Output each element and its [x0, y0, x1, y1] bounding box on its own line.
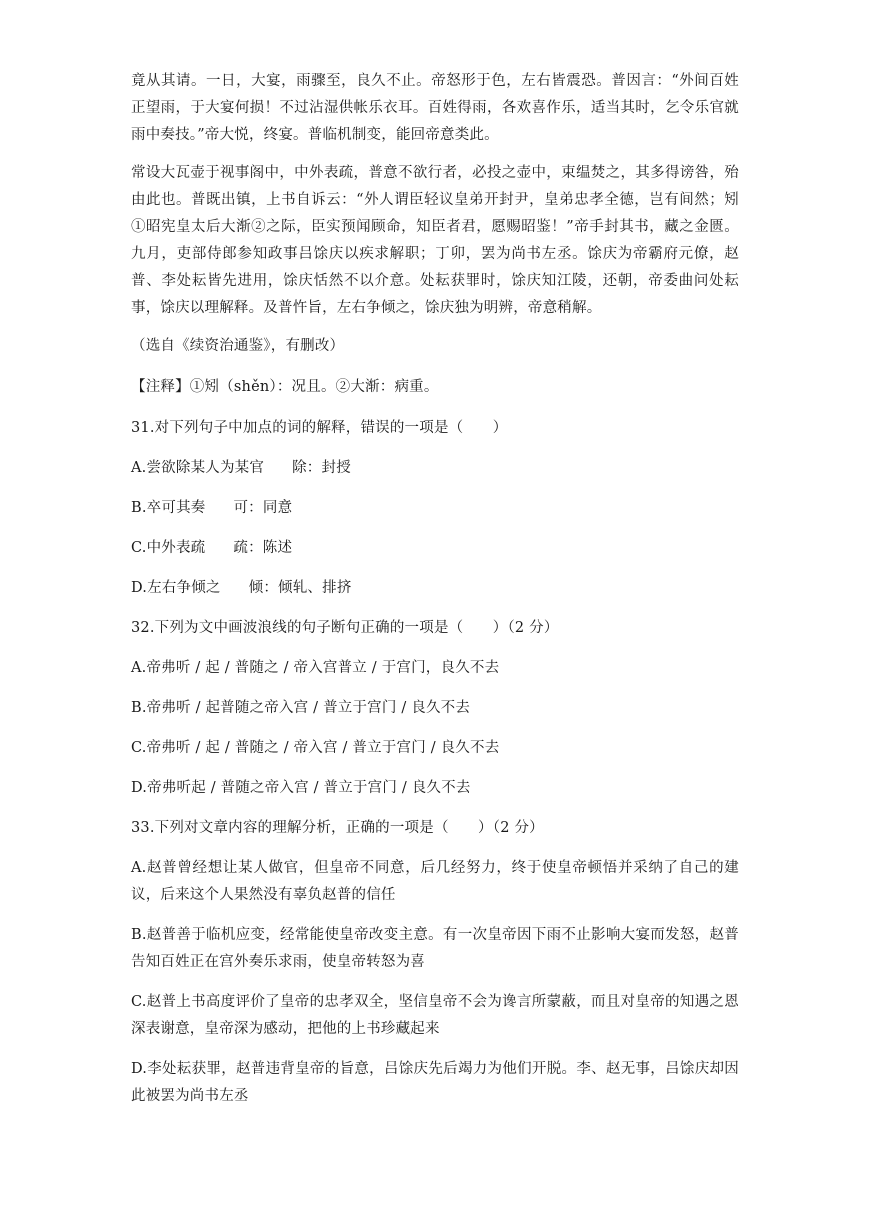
question-32-option-b: B.帝弗听 / 起普随之帝入宫 / 普立于宫门 / 良久不去 [131, 700, 471, 716]
option-gloss: 除：封授 [292, 460, 351, 476]
passage-annotation: 【注释】①矧（shěn）：况且。②大渐：病重。 [131, 379, 439, 395]
question-32-option-d: D.帝弗听起 / 普随之帝入宫 / 普立于宫门 / 良久不去 [131, 780, 471, 796]
question-33-option-b: B.赵普善于临机应变，经常能使皇帝改变主意。有一次皇帝因下雨不止影响大宴而发怒，赵普告知百姓正在宫外奏乐求雨，使皇帝转怒为喜 [131, 927, 739, 970]
question-33-stem: 33.下列对文章内容的理解分析，正确的一项是（ ）（2 分） [131, 820, 544, 836]
question-31-option-a [131, 455, 739, 482]
question-33-option-d: D.李处耘获罪，赵普违背皇帝的旨意，吕馀庆先后竭力为他们开脱。李、赵无事，吕馀庆却因此被罢为尚书左丞 [131, 1061, 739, 1104]
passage-paragraph-2: 常设大瓦壶于视事阁中，中外表疏，普意不欲行者，必投之壶中，束缊焚之，其多得谤咎，殆由此也。普既出镇，上书自诉云：“外人谓臣轻议皇弟开封尹，皇弟忠孝全德，岂有间然；矧①昭宪皇太后大渐②之际，臣实预闻顾命，知臣者君，愿赐昭鉴！”帝手封其书，藏之金匮。九月，吏部侍郎参知政事吕馀庆以疾求解职；丁卯，罢为尚书左丞。馀庆为帝霸府元僚，赵普、李处耘皆先进用，馀庆恬然不以介意。处耘获罪时，馀庆知江陵，还朝，帝委曲问处耘事，馀庆以理解释。及普忤旨，左右争倾之，馀庆独为明辨，帝意稍解。 [131, 165, 739, 316]
question-31-option-d [131, 575, 739, 602]
option-sentence: B.卒可其奏 [131, 500, 206, 516]
option-sentence: D.左右争倾之 [131, 580, 221, 596]
question-32-stem: 32.下列为文中画波浪线的句子断句正确的一项是（ ）（2 分） [131, 620, 559, 636]
option-sentence: A.尝欲除某人为某官 [131, 460, 265, 476]
question-32-option-c: C.帝弗听 / 起 / 普随之 / 帝入宫 / 普立于宫门 / 良久不去 [131, 740, 500, 756]
question-33-option-c: C.赵普上书高度评价了皇帝的忠孝双全，坚信皇帝不会为谗言所蒙蔽，而且对皇帝的知遇之恩深表谢意，皇帝深为感动，把他的上书珍藏起来 [131, 994, 739, 1037]
question-32-option-a: A.帝弗听 / 起 / 普随之 / 帝入宫普立 / 于宫门，良久不去 [131, 660, 500, 676]
option-gloss: 可：同意 [233, 500, 293, 516]
passage-paragraph-1: 竟从其请。一日，大宴，雨骤至，良久不止。帝怒形于色，左右皆震恐。普因言：“外间百姓正望雨，于大宴何损！不过沾湿供帐乐衣耳。百姓得雨，各欢喜作乐，适当其时，乞令乐官就雨中奏技。”帝大悦，终宴。普临机制变，能回帝意类此。 [131, 73, 739, 143]
option-sentence: C.中外表疏 [131, 540, 206, 556]
question-31-option-b [131, 495, 739, 522]
option-gloss: 疏：陈述 [233, 540, 293, 556]
document-page [131, 68, 739, 1123]
passage-source: （选自《续资治通鉴》，有删改） [131, 338, 345, 354]
question-33-option-a: A.赵普曾经想让某人做官，但皇帝不同意，后几经努力，终于使皇帝顿悟并采纳了自己的建议，后来这个人果然没有辜负赵普的信任 [131, 860, 739, 903]
question-31-option-c [131, 535, 739, 562]
option-gloss: 倾：倾轧、排挤 [248, 580, 352, 596]
question-31-stem: 31.对下列句子中加点的词的解释，错误的一项是（ ） [131, 420, 508, 436]
